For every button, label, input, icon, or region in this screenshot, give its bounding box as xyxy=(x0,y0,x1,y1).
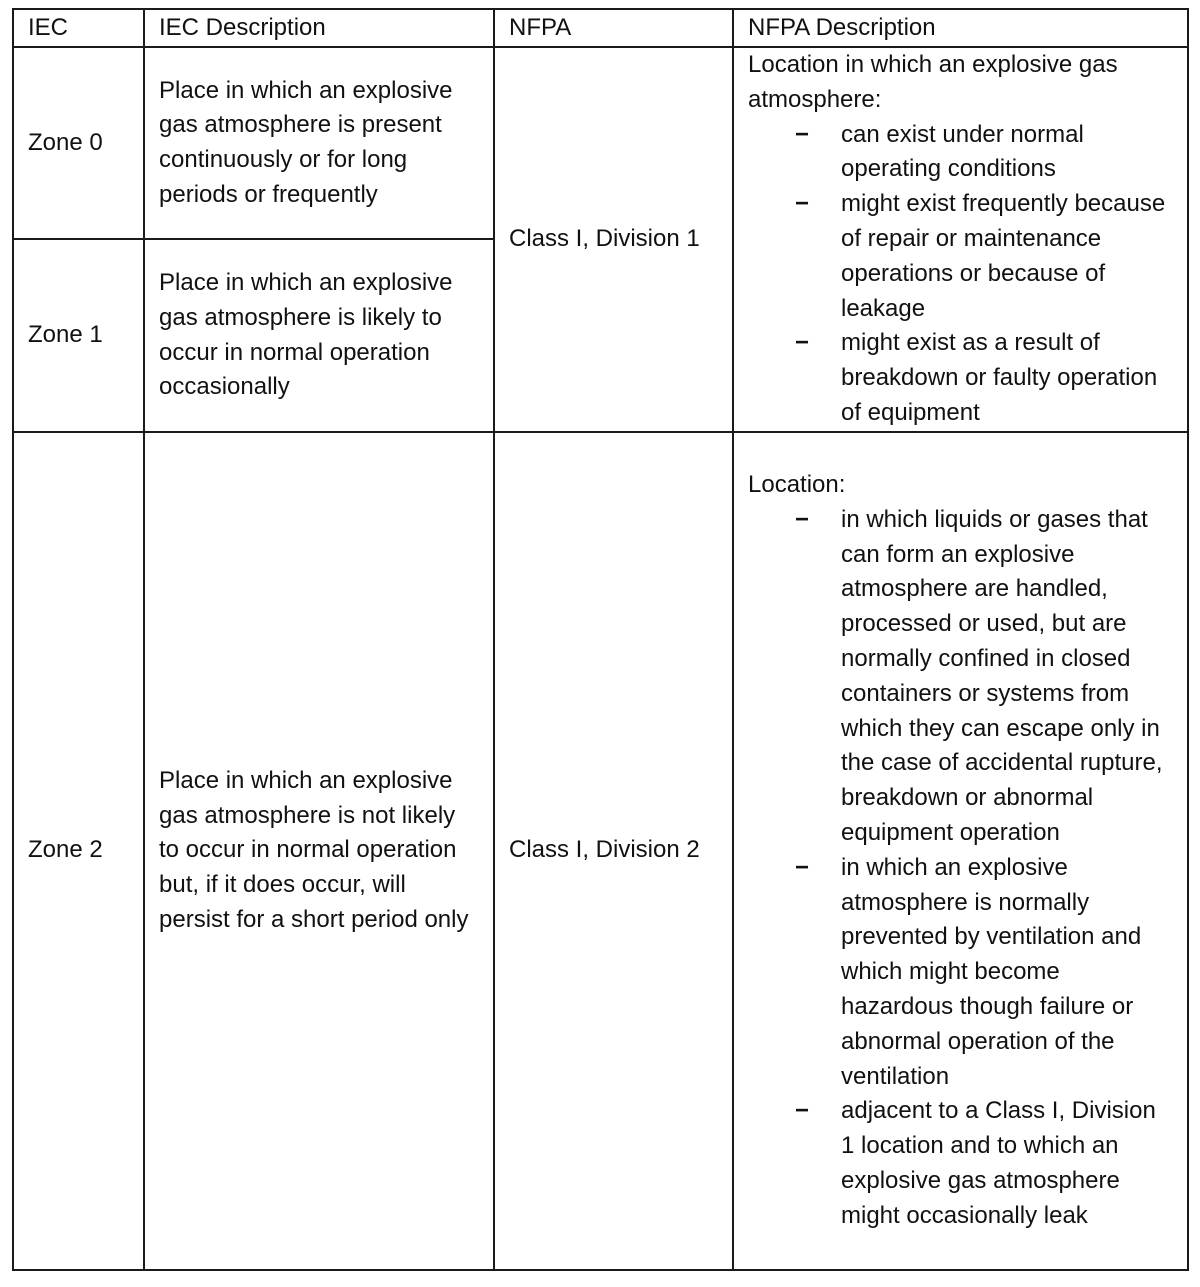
nfpa-description-intro: Location in which an explosive gas atmosphere: xyxy=(748,51,1118,113)
dash-bullet-icon: − xyxy=(795,190,810,218)
dash-bullet-icon: − xyxy=(795,120,810,148)
hazard-classification-table xyxy=(12,8,1189,1271)
nfpa-description-cell xyxy=(733,47,1188,432)
list-item-text: adjacent to a Class I, Division 1 location and to which an explosive gas atmosphere might occasionally leak xyxy=(841,1097,1156,1229)
list-item xyxy=(795,1094,1173,1233)
iec-description-cell: Place in which an explosive gas atmosphere is likely to occur in normal operation occasionally xyxy=(144,239,494,431)
nfpa-description-list xyxy=(748,503,1173,1234)
table-row xyxy=(13,47,1188,239)
header-nfpa-description: NFPA Description xyxy=(733,9,1188,47)
list-item-text: in which an explosive atmosphere is normally prevented by ventilation and which might become hazardous though failure or abnormal operation of the ventilation xyxy=(841,853,1142,1090)
nfpa-class-cell: Class I, Division 1 xyxy=(494,47,733,432)
list-item xyxy=(795,851,1173,1095)
iec-description-cell: Place in which an explosive gas atmosphere is not likely to occur in normal operation but, if it does occur, will persist for a short period only xyxy=(144,432,494,1270)
nfpa-description-list xyxy=(748,118,1173,431)
zone-cell: Zone 1 xyxy=(13,239,144,431)
dash-bullet-icon: − xyxy=(795,853,810,881)
zone-cell: Zone 2 xyxy=(13,432,144,1270)
dash-bullet-icon: − xyxy=(795,505,810,533)
nfpa-description-cell xyxy=(733,432,1188,1270)
list-item xyxy=(795,503,1173,851)
dash-bullet-icon: − xyxy=(795,329,810,357)
list-item xyxy=(795,187,1173,326)
table-row xyxy=(13,432,1188,1270)
list-item xyxy=(795,326,1173,430)
header-iec-description: IEC Description xyxy=(144,9,494,47)
list-item-text: might exist frequently because of repair or maintenance operations or because of leakage xyxy=(841,190,1166,322)
header-row xyxy=(13,9,1188,47)
header-nfpa: NFPA xyxy=(494,9,733,47)
list-item-text: can exist under normal operating conditions xyxy=(841,120,1084,183)
nfpa-class-cell: Class I, Division 2 xyxy=(494,432,733,1270)
dash-bullet-icon: − xyxy=(795,1097,810,1125)
zone-cell: Zone 0 xyxy=(13,47,144,239)
list-item xyxy=(795,118,1173,188)
list-item-text: might exist as a result of breakdown or faulty operation of equipment xyxy=(841,329,1158,426)
header-iec: IEC xyxy=(13,9,144,47)
nfpa-description-intro: Location: xyxy=(748,471,846,498)
list-item-text: in which liquids or gases that can form an explosive atmosphere are handled, processed or used, but are normally confined in closed containers or systems from which they can escape only in the case of accidental rupture, breakdown or abnormal equipment operation xyxy=(841,505,1163,846)
iec-description-cell: Place in which an explosive gas atmosphere is present continuously or for long periods or frequently xyxy=(144,47,494,239)
